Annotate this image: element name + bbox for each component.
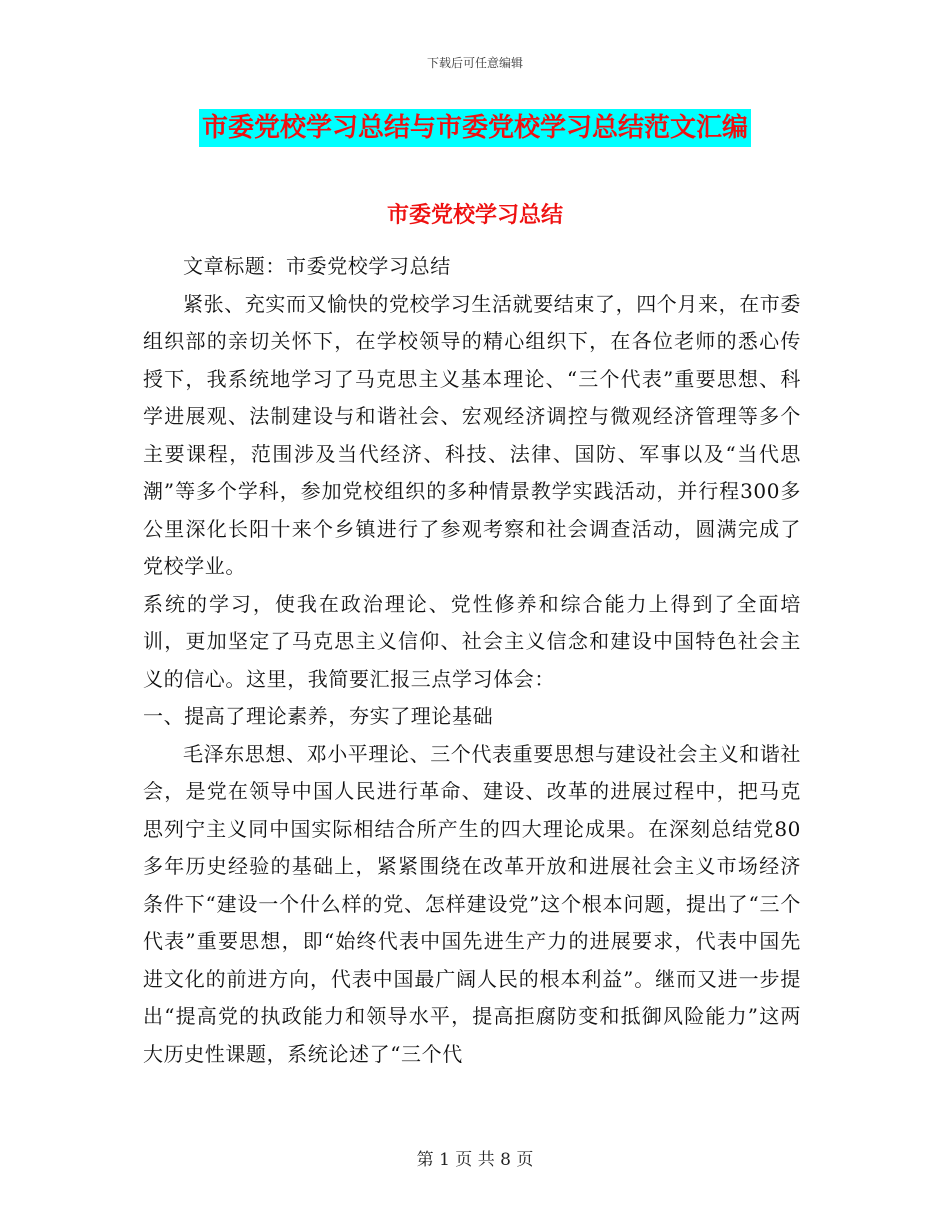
page-footer: 第 1 页 共 8 页 [416,1150,534,1170]
paragraph-article-title: 文章标题：市委党校学习总结 [183,254,451,278]
document-body [143,248,801,1073]
section-heading-1: 一、提高了理论素养，夯实了理论基础 [143,704,494,728]
paragraph-summary: 系统的学习，使我在政治理论、党性修养和综合能力上得到了全面培训，更加坚定了马克思主义信仰、社会主义信念和建设中国特色社会主义的信心。这里，我简要汇报三点学习体会： [143,591,801,691]
sub-title: 市委党校学习总结 [386,203,563,228]
paragraph-intro: 紧张、充实而又愉快的党校学习生活就要结束了，四个月来，在市委组织部的亲切关怀下，在学校领导的精心组织下，在各位老师的悉心传授下，我系统地学习了马克思主义基本理论、“三个代表”重要思想、科学进展观、法制建设与和谐社会、宏观经济调控与微观经济管理等多个主要课程，范围涉及当代经济、科技、法律、国防、军事以及“当代思潮”等多个学科，参加党校组织的多种情景教学实践活动，并行程300多公里深化长阳十来个乡镇进行了参观考察和社会调查活动，圆满完成了党校学业。 [143,291,801,578]
main-title-wrap [0,109,950,147]
main-title: 市委党校学习总结与市委党校学习总结范文汇编 [199,109,751,147]
header-note: 下载后可任意编辑 [426,56,523,70]
paragraph-theory: 毛泽东思想、邓小平理论、三个代表重要思想与建设社会主义和谐社会，是党在领导中国人民进行革命、建设、改革的进展过程中，把马克思列宁主义同中国实际相结合所产生的四大理论成果。在深刻总结党80多年历史经验的基础上，紧紧围绕在改革开放和进展社会主义市场经济条件下“建设一个什么样的党、怎样建设党”这个根本问题，提出了“三个代表”重要思想，即“始终代表中国先进生产力的进展要求，代表中国先进文化的前进方向，代表中国最广阔人民的根本利益”。继而又进一步提出“提高党的执政能力和领导水平，提高拒腐防变和抵御风险能力”这两大历史性课题，系统论述了“三个代 [143,741,801,1066]
